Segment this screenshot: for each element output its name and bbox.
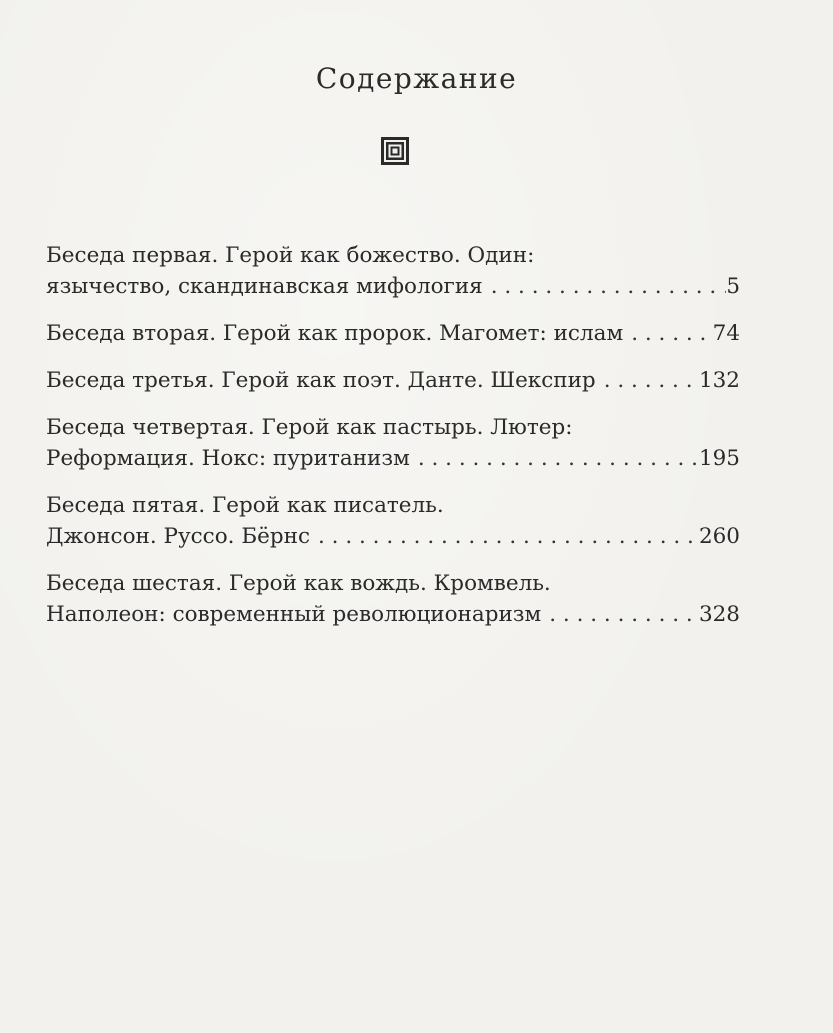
toc-entry[interactable] <box>46 240 740 302</box>
toc-entry-text: Беседа третья. Герой как поэт. Данте. Шекспир <box>46 368 596 393</box>
toc-entry-last-line <box>46 318 740 349</box>
toc-page-number: 195 <box>698 446 740 471</box>
page-title: Содержание <box>315 62 518 95</box>
toc-page-number: 5 <box>726 274 740 299</box>
toc-entry-text: Джонсон. Руссо. Бёрнс <box>46 524 310 549</box>
toc-entry[interactable] <box>46 490 740 552</box>
toc-entry-text: Наполеон: современный революционаризм <box>46 602 542 627</box>
toc-entry-last-line <box>46 443 740 474</box>
dot-leader <box>541 599 699 630</box>
toc-page-number: 74 <box>712 321 740 346</box>
square-ornament-icon <box>380 136 410 166</box>
dot-leader <box>596 365 699 396</box>
dot-leader <box>410 443 699 474</box>
toc-entry-line: Беседа пятая. Герой как писатель. <box>46 493 444 518</box>
toc-entry-text: Реформация. Нокс: пуританизм <box>46 446 410 471</box>
toc-entry-last-line <box>46 521 740 552</box>
toc-page-number: 328 <box>698 602 740 627</box>
dot-leader <box>623 318 712 349</box>
toc-entry-line: Беседа четвертая. Герой как пастырь. Лютер: <box>46 415 573 440</box>
toc-entry[interactable] <box>46 365 740 396</box>
toc-entry-text: язычество, скандинавская мифология <box>46 274 483 299</box>
dot-leader <box>483 271 727 302</box>
toc-page-number: 260 <box>698 524 740 549</box>
table-of-contents <box>46 240 740 646</box>
toc-entry-last-line <box>46 599 740 630</box>
toc-entry-last-line <box>46 365 740 396</box>
toc-entry-line: Беседа первая. Герой как божество. Один: <box>46 243 535 268</box>
dot-leader <box>310 521 699 552</box>
toc-entry[interactable] <box>46 412 740 474</box>
toc-entry-last-line <box>46 271 740 302</box>
toc-entry[interactable] <box>46 568 740 630</box>
toc-entry-text: Беседа вторая. Герой как пророк. Магомет: ислам <box>46 321 624 346</box>
toc-entry-line: Беседа шестая. Герой как вождь. Кромвель. <box>46 571 551 596</box>
toc-entry[interactable] <box>46 318 740 349</box>
toc-page-number: 132 <box>698 368 740 393</box>
